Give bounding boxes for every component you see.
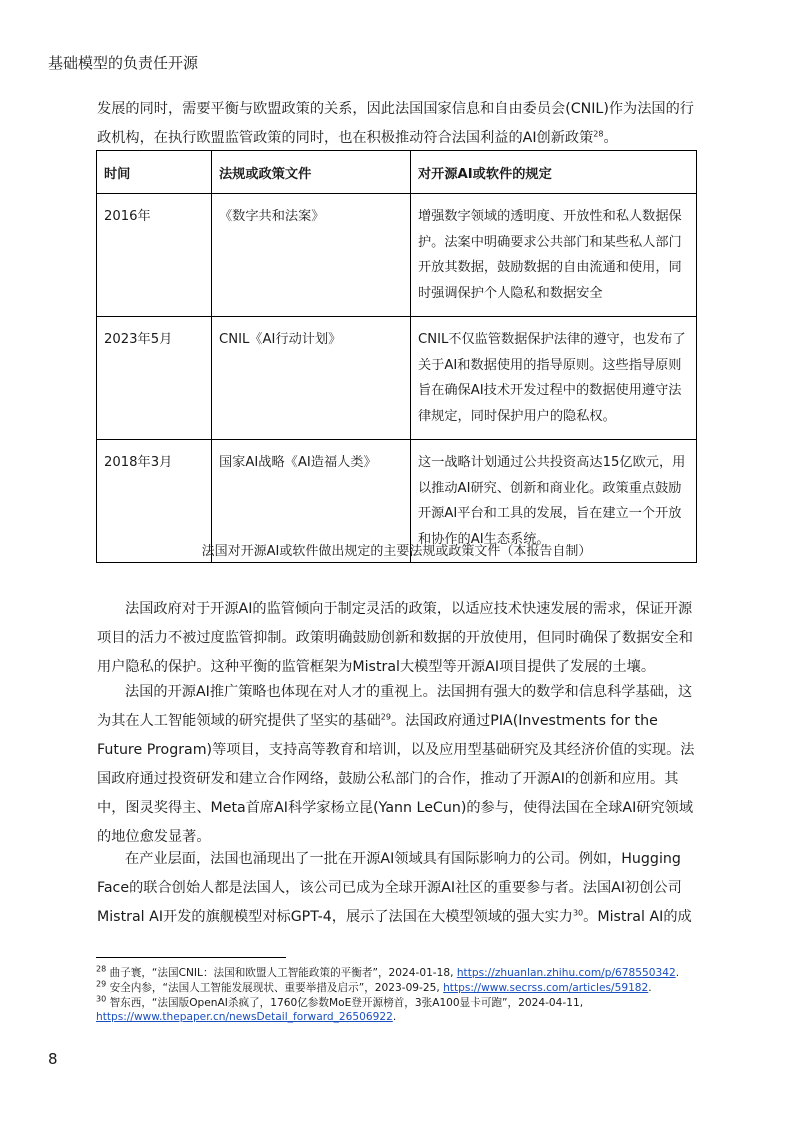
paragraph-1 (97, 95, 697, 153)
table-caption: 法国对开源AI或软件做出规定的主要法规或政策文件（本报告自制） (201, 544, 592, 559)
paragraph-1-text: 发展的同时，需要平衡与欧盟政策的关系，因此法国国家信息和自由委员会(CNIL)作为法国的行政机构，在执行欧盟监管政策的同时，也在积极推动符合法国利益的AI创新政策 (97, 101, 694, 146)
footnote-link[interactable]: https://zhuanlan.zhihu.com/p/678550342 (456, 967, 676, 979)
footnote-number: 30 (96, 994, 107, 1004)
table-header-time: 时间 (97, 151, 212, 194)
footnote-ref-30[interactable]: 30 (572, 908, 584, 918)
table-cell-provision: 这一战略计划通过公共投资高达15亿欧元，用以推动AI研究、创新和商业化。政策重点鼓励开源AI平台和工具的发展，旨在建立一个开放和协作的AI生态系统。 (411, 440, 697, 563)
paragraph-3 (97, 678, 697, 852)
table-cell-time: 2016年 (97, 194, 212, 317)
table-cell-time: 2023年5月 (97, 317, 212, 440)
footnote-end: . (648, 982, 652, 994)
footnote-link[interactable]: https://www.thepaper.cn/newsDetail_forward_26506922 (96, 1011, 393, 1023)
paragraph-4-text: 在产业层面，法国也涌现出了一批在开源AI领域具有国际影响力的公司。例如，Hugging Face的联合创始人都是法国人，该公司已成为全球开源AI社区的重要参与者。法国AI初创公司Mistral AI开发的旗舰模型对标GPT-4，展示了法国在大模型领域的强大实力 (97, 851, 682, 925)
table-row (97, 317, 697, 440)
table-header-provision: 对开源AI或软件的规定 (411, 151, 697, 194)
paragraph-1-end: 。 (603, 130, 618, 146)
table-cell-document: 国家AI战略《AI造福人类》 (212, 440, 411, 563)
footnote-29 (96, 981, 706, 995)
paragraph-4 (97, 845, 697, 932)
paragraph-3-text: 法国的开源AI推广策略也体现在对人才的重视上。法国拥有强大的数学和信息科学基础，这为其在人工智能领域的研究提供了坚实的基础 (97, 684, 693, 729)
table-cell-document: 《数字共和法案》 (212, 194, 411, 317)
footnote-text: 安全内参，“法国人工智能发展现状、重要举措及启示”，2023-09-25, (109, 982, 444, 994)
running-header: 基础模型的负责任开源 (48, 54, 199, 72)
paragraph-2: 法国政府对于开源AI的监管倾向于制定灵活的政策，以适应技术快速发展的需求，保证开源项目的活力不被过度监管抑制。政策明确鼓励创新和数据的开放使用，但同时确保了数据安全和用户隐私的保护。这种平衡的监管框架为Mistral大模型等开源AI项目提供了发展的土壤。 (97, 601, 693, 675)
table-cell-time: 2018年3月 (97, 440, 212, 563)
policy-table (96, 150, 697, 563)
footnote-text: 智东西，“法国版OpenAI杀疯了，1760亿参数MoE登开源榜首，3张A100显卡可跑”，2024-04-11, (109, 997, 584, 1009)
table-header-row (97, 151, 697, 194)
table-cell-provision: 增强数字领域的透明度、开放性和私人数据保护。法案中明确要求公共部门和某些私人部门开放其数据，鼓励数据的自由流通和使用，同时强调保护个人隐私和数据安全 (411, 194, 697, 317)
footnote-number: 28 (96, 964, 107, 974)
footnote-ref-28[interactable]: 28 (593, 129, 604, 139)
table-row (97, 194, 697, 317)
footnote-28 (96, 966, 706, 980)
footnote-link[interactable]: https://www.secrss.com/articles/59182 (443, 982, 649, 994)
footnote-number: 29 (96, 979, 107, 989)
table-cell-document: CNIL《AI行动计划》 (212, 317, 411, 440)
paragraph-3-text-cont: 。法国政府通过PIA(Investments for the Future Program)等项目，支持高等教育和培训，以及应用型基础研究及其经济价值的实现。法国政府通过投资研发和建立合作网络，鼓励公私部门的合作，推动了开源AI的创新和应用。其中，图灵奖得主、Meta首席AI科学家杨立昆(Yann LeCun)的参与，使得法国在全球AI研究领域的地位愈发显著。 (97, 713, 695, 845)
page-number: 8 (48, 1050, 58, 1068)
table-header-document: 法规或政策文件 (212, 151, 411, 194)
paragraph-4-text-cont: 。Mistral AI的成 (583, 909, 692, 925)
footnote-divider (96, 957, 286, 958)
footnote-30 (96, 996, 706, 1024)
footnote-end: . (392, 1011, 397, 1023)
footnote-text: 曲子寰，“法国CNIL：法国和欧盟人工智能政策的平衡者”，2024-01-18, (109, 967, 457, 979)
table-cell-provision: CNIL不仅监管数据保护法律的遵守，也发布了关于AI和数据使用的指导原则。这些指导原则旨在确保AI技术开发过程中的数据使用遵守法律规定，同时保护用户的隐私权。 (411, 317, 697, 440)
footnote-end: . (675, 967, 680, 979)
footnote-ref-29[interactable]: 29 (380, 712, 391, 722)
